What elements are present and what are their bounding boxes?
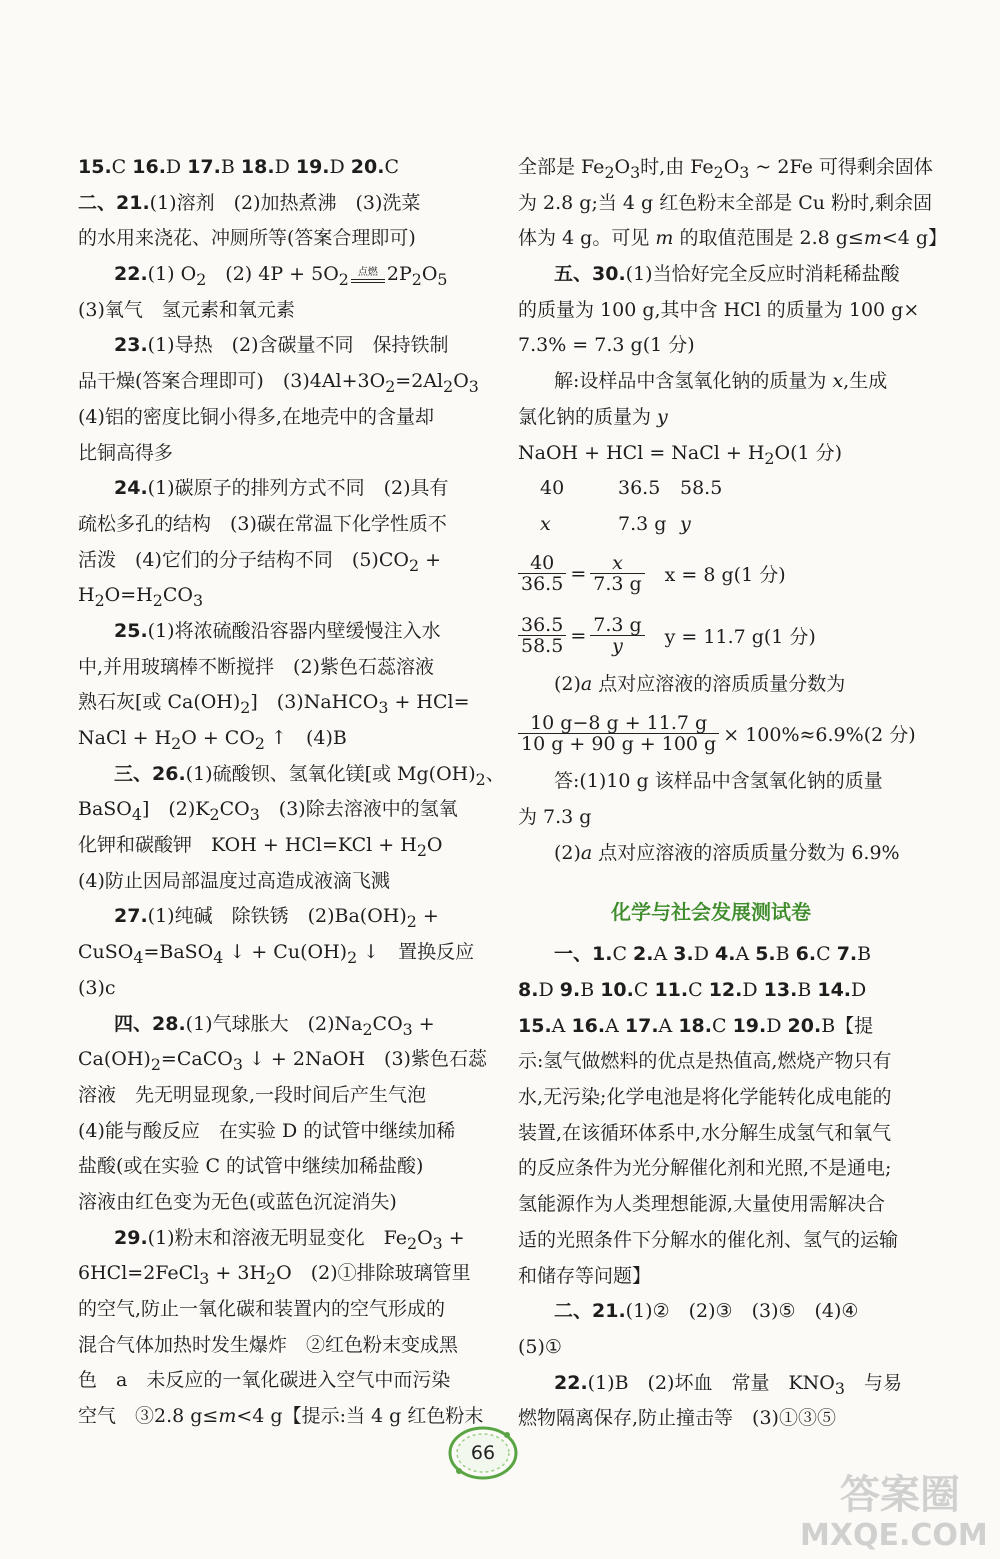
answer-line: 8.D 9.B 10.C 11.C 12.D 13.B 14.D [518,979,867,1001]
answer-line: 氢能源作为人类理想能源,大量使用需解决合 [518,1193,886,1216]
mass-row: 40 36.5 58.5 [540,477,723,500]
section-title: 化学与社会发展测试卷 [611,900,811,925]
answer-line: 体为 4 g。可见 m 的取值范围是 2.8 g≤m<4 g】 [518,227,948,250]
answer-line: 的反应条件为光分解催化剂和光照,不是通电; [518,1157,892,1180]
answer-line: 化钾和碳酸钾 KOH + $HCl=KCl + H_2O$ [78,834,443,860]
answer-line: NaOH + HCl = NaCl + $H_2O(1$ 分) [518,441,843,468]
answer-line: 22.(1) $O_2$ (2) $4P + 5O_2$ 点燃 $2P_2O_5$ [114,263,448,289]
answer-line: 和储存等问题】 [518,1264,652,1287]
page-number: 66 [470,1442,496,1464]
answer-line: 适的光照条件下分解水的催化剂、氢气的运输 [518,1228,899,1251]
answer-line: 色 a 未反应的一氧化碳进入空气中而污染 [78,1369,451,1392]
answer-line: $Ca(OH)_2=CaCO_3$ ↓ + 2NaOH (3)紫色石蕊 [78,1048,487,1074]
answer-line: 燃物隔离保存,防止撞击等 (3)①③⑤ [518,1407,836,1430]
answer-line: 示:氢气做燃料的优点是热值高,燃烧产物只有 [518,1050,892,1073]
answer-line: 盐酸(或在实验 C 的试管中继续加稀盐酸) [78,1155,424,1178]
answer-line: 解:设样品中含氢氧化钠的质量为 x,生成 [554,370,888,393]
answer-line: 为 7.3 g [518,805,592,828]
answer-line: 的水用来浇花、冲厕所等(答案合理即可) [78,227,416,250]
page-number-badge [447,1425,519,1481]
fraction: $\frac{7.3 g}{y}$ [590,615,644,656]
fraction: $\frac{36.5}{58.5}$ [518,615,566,656]
answer-line: 24.(1)碳原子的排列方式不同 (2)具有 [114,477,449,500]
answer-line: 为 2.8 g;当 4 g 红色粉末全部是 Cu 粉时,剩余固 [518,191,933,214]
answer-line: BaSO$_4$] $(2)K_2CO_3$ (3)除去溶液中的氢氧 [78,798,458,825]
answer-line: 的质量为 100 g,其中含 HCl 的质量为 100 g× [518,298,920,321]
answer-line: (2)a 点对应溶液的溶质质量分数为 6.9% [554,841,900,864]
answer-line: 7.3% = 7.3 g(1 分) [518,334,695,357]
watermark-logo-icon [780,1460,995,1555]
answer-line: (4)防止因局部温度过高造成液滴飞溅 [78,869,390,892]
answer-line: 答:(1)10 g 该样品中含氢氧化钠的质量 [554,770,883,793]
answer-line: (4)能与酸反应 在实验 D 的试管中继续加稀 [78,1119,456,1142]
answer-line: 水,无污染;化学电池是将化学能转化成电能的 [518,1086,892,1109]
fraction: $\frac{x}{7.3 g}$ [590,553,644,594]
answer-line: 15.C 16.D 17.B 18.D 19.D 20.C [78,156,400,178]
proportion-equation: $\frac{40}{36.5}$ = $\frac{x}{7.3 g}$ x = 8 g(1 分) [518,543,904,605]
answer-line: 全部是 $Fe_2O_3$时,由 $Fe_2O_3$ ~ 2Fe 可得剩余固体 [518,156,933,182]
proportion-equation: $\frac{36.5}{58.5}$ = $\frac{7.3 g}{y}$ y = 11.7 g(1 分) [518,605,904,667]
answer-line: 四、28.(1)气球胀大 $(2)Na_2CO_3$ + [114,1012,435,1039]
answer-line: 一、1.C 2.A 3.D 4.A 5.B 6.C 7.B [554,943,872,966]
answer-line: 23.(1)导热 (2)含碳量不同 保持铁制 [114,334,449,357]
svg-text:MXQE.COM: MXQE.COM [800,1518,988,1553]
fraction: $\frac{40}{36.5}$ [518,553,566,594]
answer-line: 装置,在该循环体系中,水分解生成氢气和氧气 [518,1121,892,1144]
answer-line: CuSO$_4$=BaSO$_4$ ↓ + $Cu(OH)_2$ ↓ 置换反应 [78,941,475,967]
right-column [518,150,948,1437]
answer-line: 五、30.(1)当恰好完全反应时消耗稀盐酸 [554,263,900,286]
answer-line: 中,并用玻璃棒不断搅拌 (2)紫色石蕊溶液 [78,655,434,678]
fraction-equation: $\frac{10 g-8 g + 11.7 g}{10 g + 90 g + 100 g}$ × 100%≈6.9%(2 分) [518,702,904,764]
answer-line: 活泼 (4)它们的分子结构不同 $(5)CO_2$ + [78,548,441,575]
answer-line: (4)铝的密度比铜小得多,在地壳中的含量却 [78,405,434,428]
answer-line: 6HCl=2FeCl$_3$ + $3H_2O$ (2)①排除玻璃管里 [78,1262,471,1289]
answer-line: 25.(1)将浓硫酸沿容器内壁缓慢注入水 [114,619,441,642]
answer-line: 混合气体加热时发生爆炸 ②红色粉末变成黑 [78,1333,459,1356]
unknown-row: x 7.3 g y [540,512,691,535]
answer-line: NaCl + $H_2O + CO_2$ ↑ (4)B [78,727,347,753]
svg-text:答案圈: 答案圈 [840,1472,960,1518]
answer-line: 氯化钠的质量为 y [518,405,668,428]
answer-line: 15.A 16.A 17.A 18.C 19.D 20.B【提 [518,1014,874,1037]
answer-line: $H_2O=H_2CO_3$ [78,584,204,611]
answer-line: (5)① [518,1335,562,1358]
answer-line: 22.(1)B (2)坏血 常量 $KNO_3$ 与易 [554,1371,902,1398]
answer-line: 29.(1)粉末和溶液无明显变化 $Fe_2O_3$ + [114,1226,465,1253]
answer-line: 27.(1)纯碱 除铁锈 $(2)Ba(OH)_2$ + [114,905,439,932]
answer-line: (2)a 点对应溶液的溶质质量分数为 [554,672,846,695]
answer-line: 空气 ③2.8 g≤m<4 g【提示:当 4 g 红色粉末 [78,1405,484,1428]
answer-line: 溶液 先无明显现象,一段时间后产生气泡 [78,1083,427,1106]
answer-line: 品干燥(答案合理即可) $(3)4Al+3O_2=2Al_2O_3$ [78,370,479,396]
answer-line: (3)c [78,976,116,999]
answer-line: 二、21.(1)溶剂 (2)加热煮沸 (3)洗菜 [78,191,421,214]
answer-line: 二、21.(1)② (2)③ (3)⑤ (4)④ [554,1300,859,1323]
left-column [78,150,505,1435]
watermark-logo [780,1460,995,1555]
answer-line: (3)氧气 氢元素和氧元素 [78,298,295,321]
answer-line: 比铜高得多 [78,441,174,464]
fraction: $\frac{10 g-8 g + 11.7 g}{10 g + 90 g + 100 g}$ [518,713,719,754]
answer-line: 三、26.(1)硫酸钡、氢氧化镁[或 $Mg(OH)_2$、 [114,762,505,789]
answer-line: 溶液由红色变为无色(或蓝色沉淀消失) [78,1190,397,1213]
answer-line: 熟石灰[或 $Ca(OH)_2$] (3)NaHCO$_3$ + HCl= [78,691,470,718]
answer-line: 疏松多孔的结构 (3)碳在常温下化学性质不 [78,512,447,535]
answer-line: 的空气,防止一氧化碳和装置内的空气形成的 [78,1298,446,1320]
